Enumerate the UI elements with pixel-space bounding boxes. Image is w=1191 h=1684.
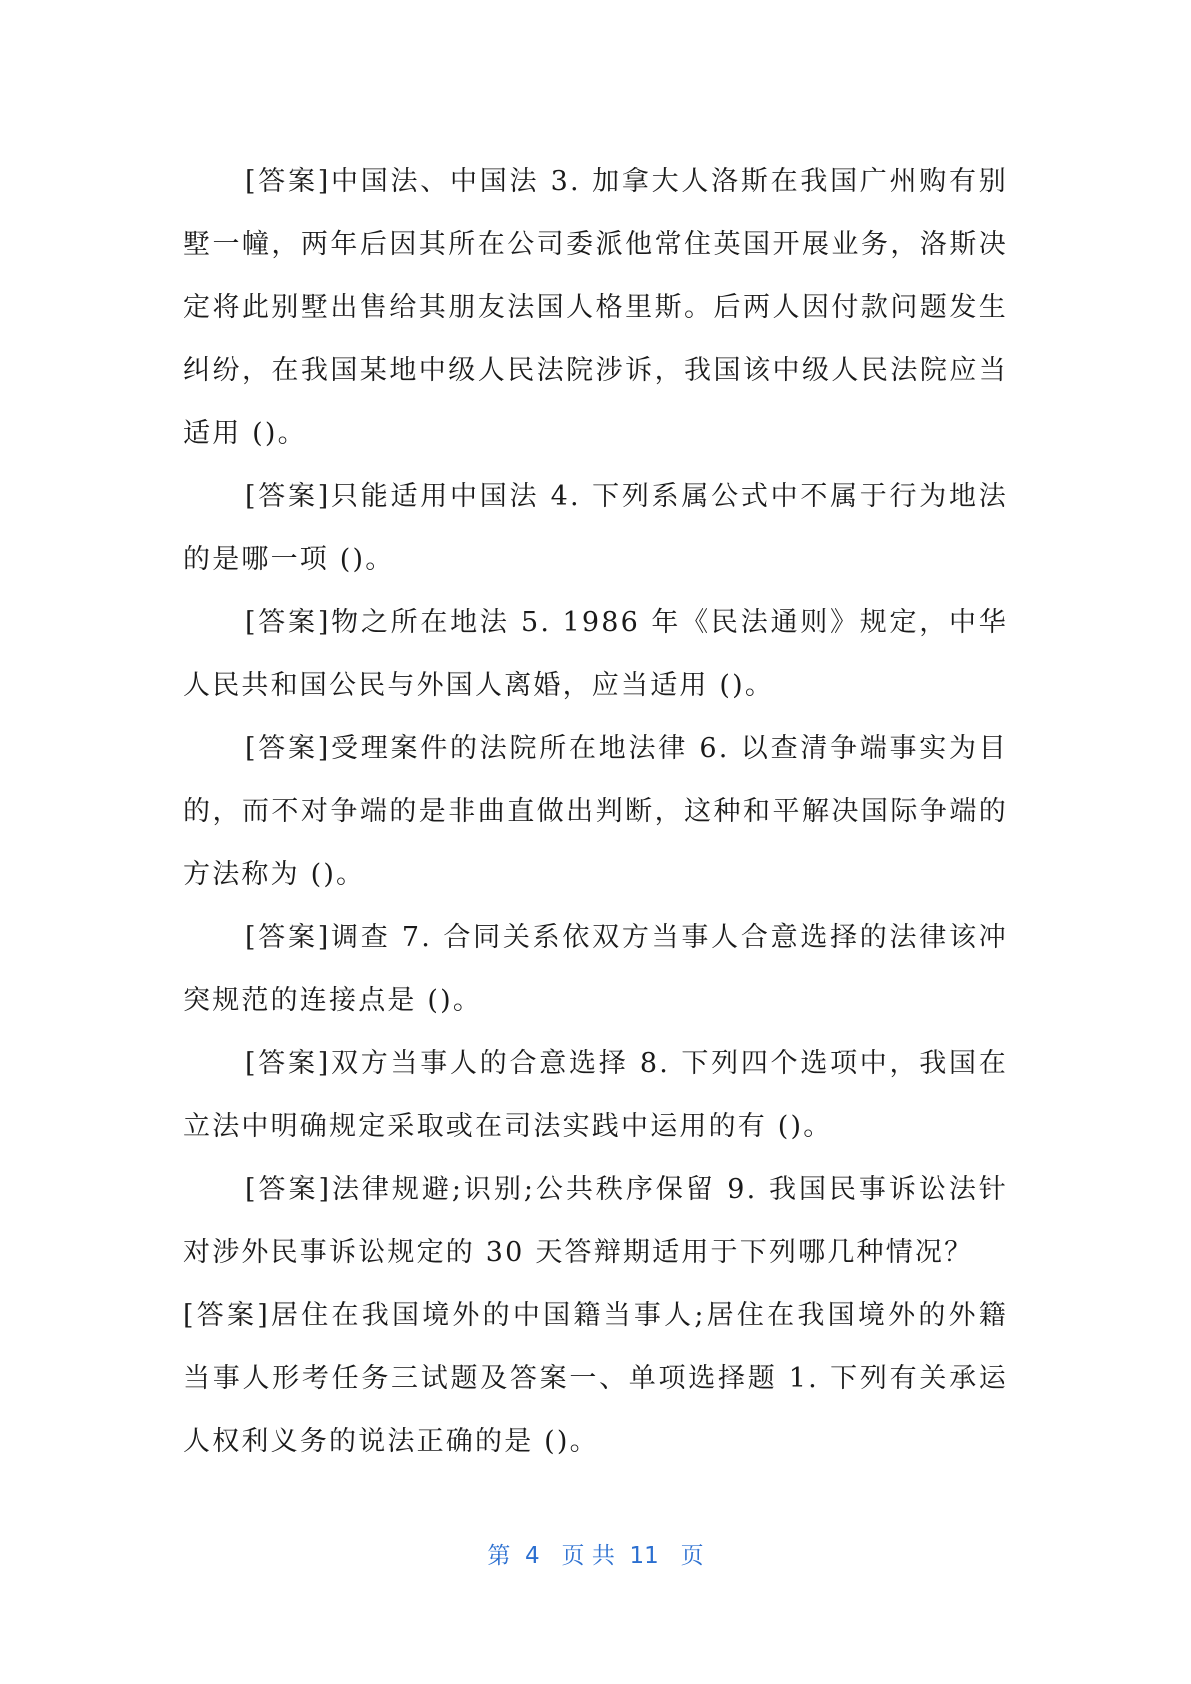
paragraph-7: [答案]法律规避;识别;公共秩序保留 9. 我国民事诉讼法针对涉外民事诉讼规定的 30 天答辩期适用于下列哪几种情况？ bbox=[183, 1174, 1008, 1268]
document-body bbox=[183, 150, 1008, 1473]
paragraph-4: [答案]受理案件的法院所在地法律 6. 以查清争端事实为目的，而不对争端的是非曲直做出判断，这种和平解决国际争端的方法称为 ()。 bbox=[183, 733, 1008, 890]
paragraph-3: [答案]物之所在地法 5. 1986 年《民法通则》规定，中华人民共和国公民与外国人离婚，应当适用 ()。 bbox=[183, 607, 1008, 701]
paragraph-2: [答案]只能适用中国法 4. 下列系属公式中不属于行为地法的是哪一项 ()。 bbox=[183, 481, 1008, 575]
paragraph-1: [答案]中国法、中国法 3. 加拿大人洛斯在我国广州购有别墅一幢，两年后因其所在公司委派他常住英国开展业务，洛斯决定将此别墅出售给其朋友法国人格里斯。后两人因付款问题发生纠纷，在我国某地中级人民法院涉诉，我国该中级人民法院应当适用 ()。 bbox=[183, 166, 1008, 449]
paragraph-8: [答案]居住在我国境外的中国籍当事人;居住在我国境外的外籍当事人形考任务三试题及答案一、单项选择题 1. 下列有关承运人权利义务的说法正确的是 ()。 bbox=[183, 1300, 1008, 1457]
paragraph-5: [答案]调查 7. 合同关系依双方当事人合意选择的法律该冲突规范的连接点是 ()。 bbox=[183, 922, 1008, 1016]
paragraph-6: [答案]双方当事人的合意选择 8. 下列四个选项中，我国在立法中明确规定采取或在司法实践中运用的有 ()。 bbox=[183, 1048, 1008, 1142]
page-number-footer: 第 4 页 共 11 页 bbox=[487, 1543, 704, 1569]
